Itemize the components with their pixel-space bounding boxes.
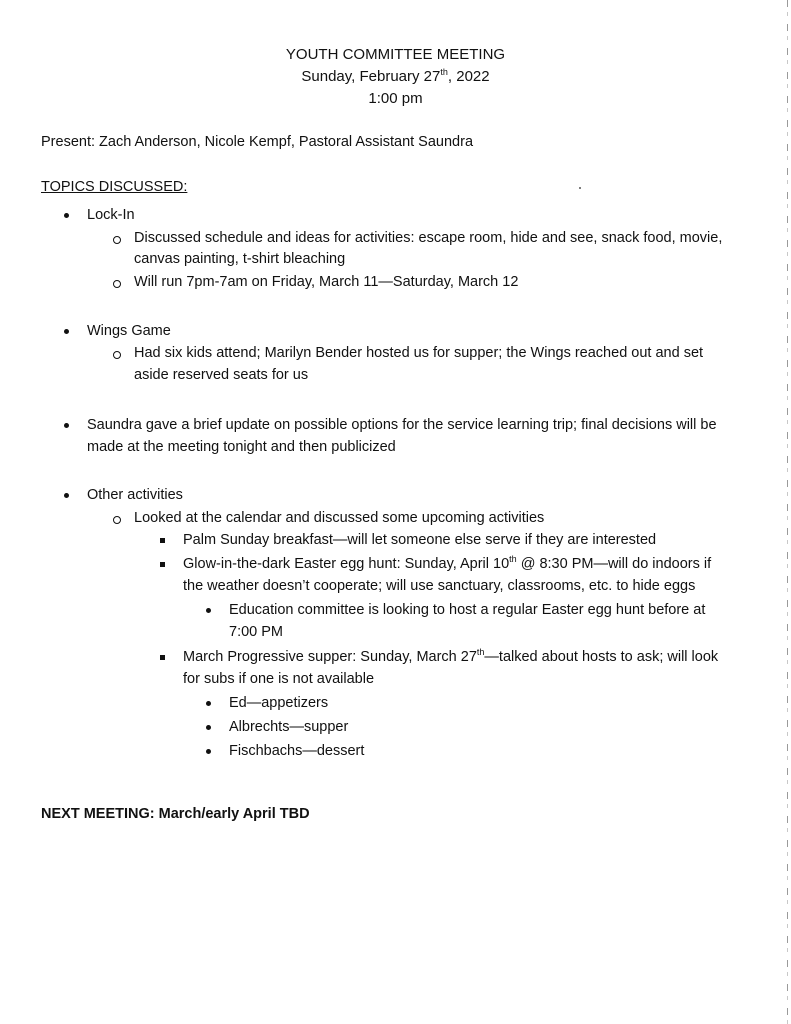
attendees-line: Present: Zach Anderson, Nicole Kempf, Pastoral Assistant Saundra <box>41 134 474 150</box>
host-item: Fischbachs—dessert <box>229 743 365 759</box>
egg-hunt-line2: the weather doesn’t cooperate; will use sanctuary, classrooms, etc. to hide eggs <box>183 578 696 594</box>
progressive-supper-line2: for subs if one is not available <box>183 671 375 687</box>
bullet-disc <box>64 329 69 334</box>
wings-detail-line2: aside reserved seats for us <box>134 367 309 383</box>
topic-wings: Wings Game <box>87 323 171 339</box>
saundra-update-line2: made at the meeting tonight and then publicized <box>87 439 396 455</box>
bullet-circle <box>113 351 121 359</box>
wings-detail-line1: Had six kids attend; Marilyn Bender hosted us for supper; the Wings reached out and set <box>134 345 704 361</box>
bullet-disc <box>206 608 211 613</box>
progressive-supper-line1: March Progressive supper: Sunday, March 27th—talked about hosts to ask; will look <box>183 647 719 665</box>
meeting-header <box>0 44 791 110</box>
lockin-schedule-line1: Discussed schedule and ideas for activities: escape room, hide and see, snack food, movie, <box>134 230 723 246</box>
bullet-circle <box>113 236 121 244</box>
egg-hunt-line1: Glow-in-the-dark Easter egg hunt: Sunday, April 10th @ 8:30 PM—will do indoors if <box>183 554 712 572</box>
bullet-square <box>160 562 165 567</box>
scan-speck <box>579 187 581 189</box>
topic-other: Other activities <box>87 487 183 503</box>
lockin-schedule-line2: canvas painting, t-shirt bleaching <box>134 251 346 267</box>
bullet-disc <box>206 725 211 730</box>
education-line1: Education committee is looking to host a regular Easter egg hunt before at <box>229 602 706 618</box>
scan-edge-artifact <box>787 0 788 1024</box>
calendar-item: Looked at the calendar and discussed some upcoming activities <box>134 510 545 526</box>
bullet-square <box>160 655 165 660</box>
bullet-square <box>160 538 165 543</box>
bullet-disc <box>206 749 211 754</box>
host-item: Ed—appetizers <box>229 695 329 711</box>
education-line2: 7:00 PM <box>229 624 283 640</box>
bullet-disc <box>206 701 211 706</box>
bullet-disc <box>64 423 69 428</box>
bullet-circle <box>113 280 121 288</box>
topic-lockin: Lock-In <box>87 207 135 223</box>
meeting-title: YOUTH COMMITTEE MEETING <box>285 46 506 63</box>
palm-sunday-item: Palm Sunday breakfast—will let someone else serve if they are interested <box>183 532 657 548</box>
lockin-time: Will run 7pm-7am on Friday, March 11—Saturday, March 12 <box>134 274 519 290</box>
saundra-update-line1: Saundra gave a brief update on possible options for the service learning trip; final decisions will be <box>87 417 717 433</box>
bullet-disc <box>64 493 69 498</box>
host-item: Albrechts—supper <box>229 719 349 735</box>
next-meeting: NEXT MEETING: March/early April TBD <box>41 806 310 822</box>
topics-heading: TOPICS DISCUSSED: <box>41 179 188 195</box>
meeting-date: Sunday, February 27th, 2022 <box>301 67 490 85</box>
meeting-time: 1:00 pm <box>368 90 423 107</box>
bullet-circle <box>113 516 121 524</box>
bullet-disc <box>64 213 69 218</box>
